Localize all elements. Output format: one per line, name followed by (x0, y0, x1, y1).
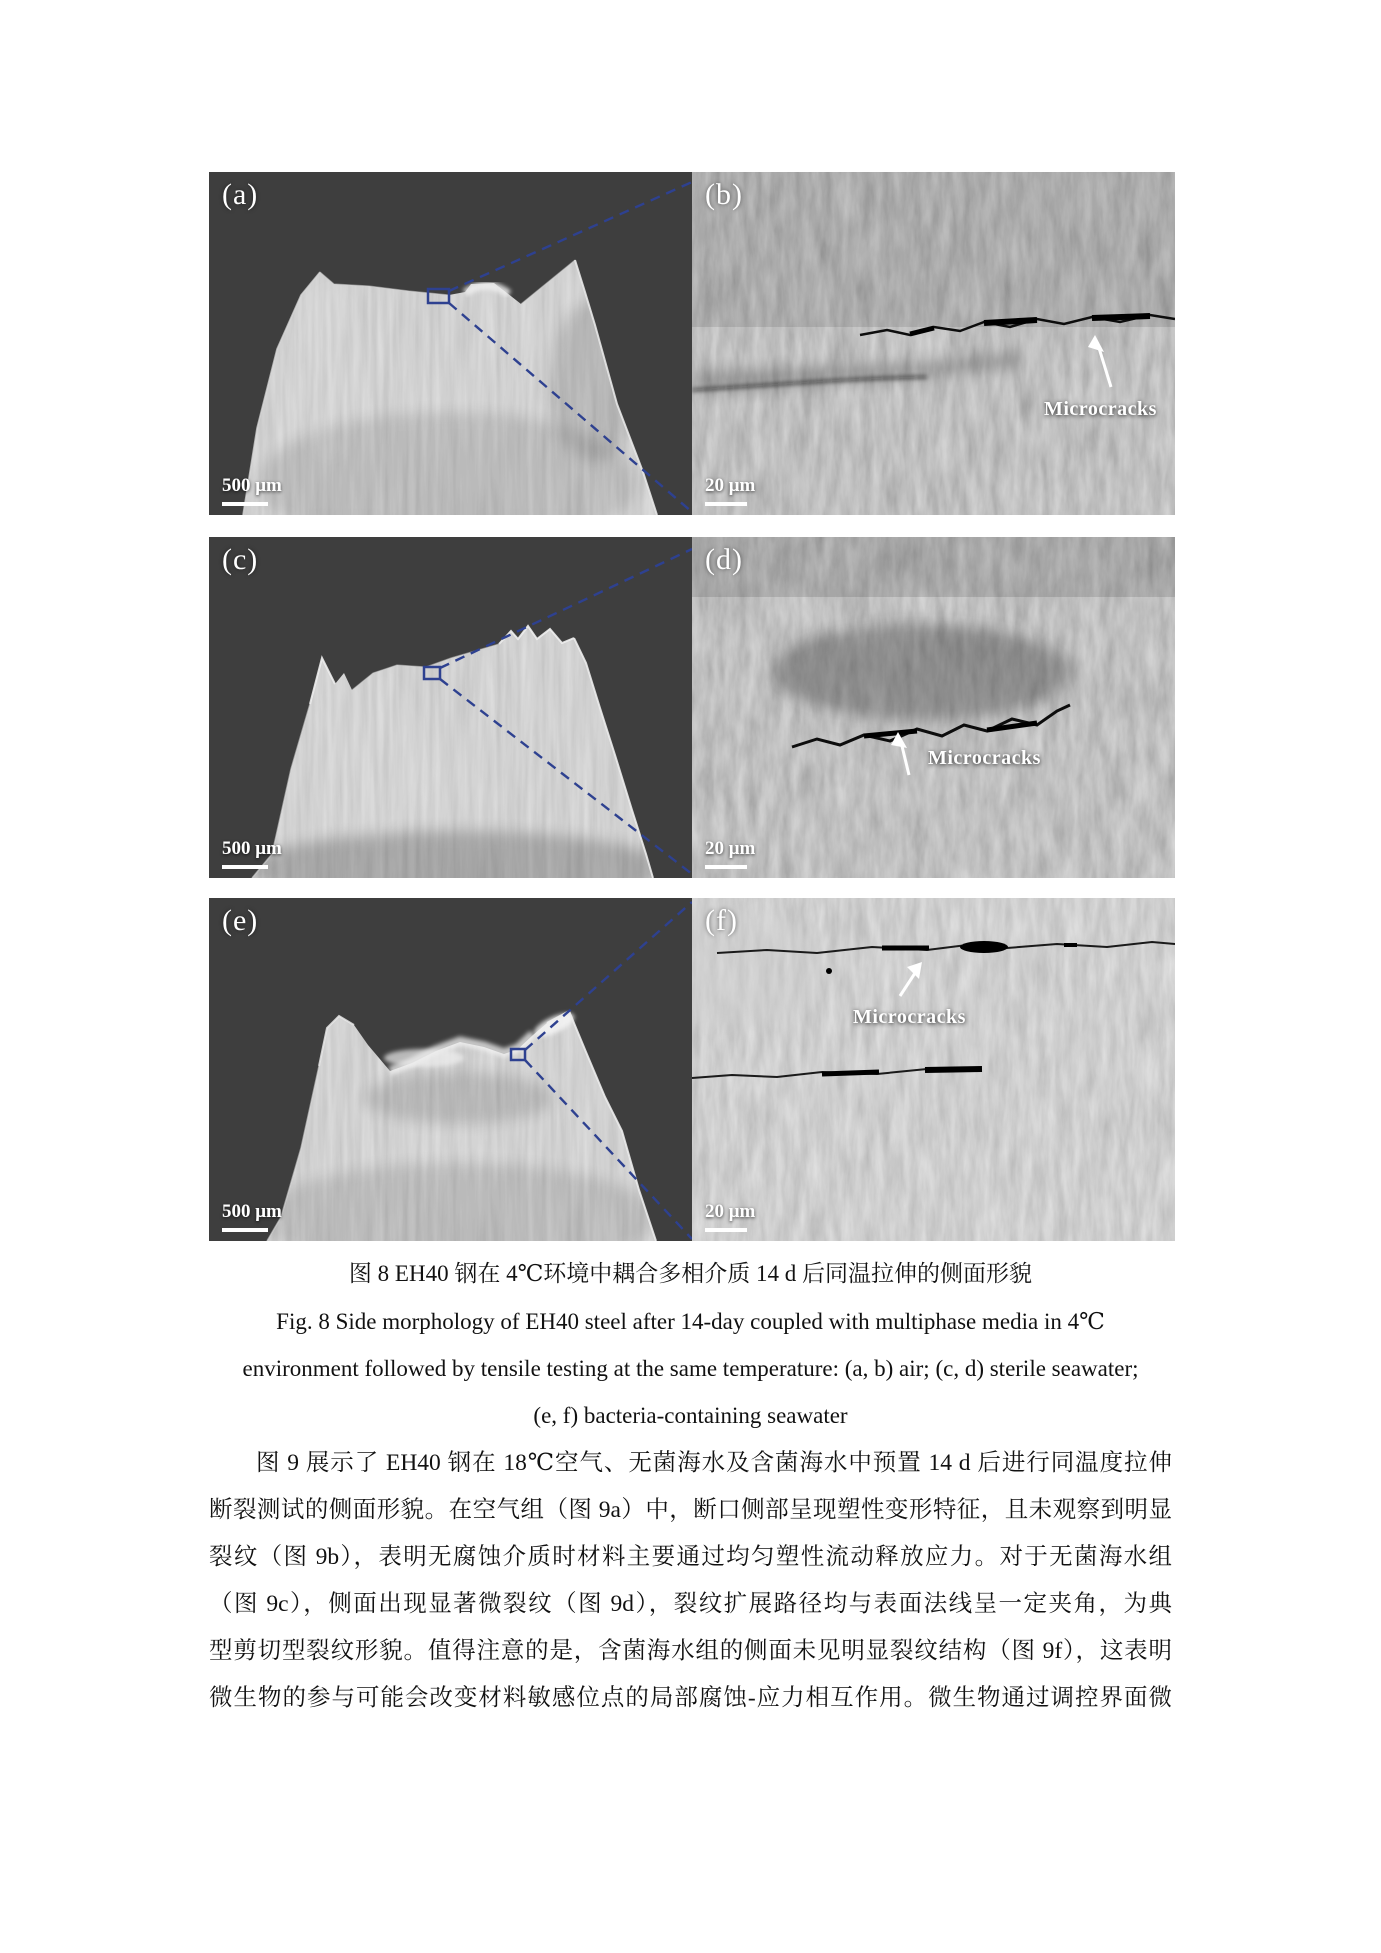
scale-bar-line (222, 1228, 268, 1232)
scale-bar (222, 475, 282, 506)
figure-caption-en-line3: (e, f) bacteria-containing seawater (533, 1403, 848, 1428)
microcrack-gap (826, 968, 832, 974)
scale-bar (705, 475, 755, 506)
scale-bar-line (222, 865, 268, 869)
sem-panel-e (209, 898, 692, 1241)
sem-image-e (209, 898, 692, 1241)
scale-bar-text: 500 μm (222, 1201, 282, 1222)
figure-caption-en-line2: environment followed by tensile testing at the same temperature: (a, b) air; (c, d) sterile seawater; (242, 1356, 1139, 1381)
scale-bar-text: 500 μm (222, 838, 282, 859)
fracture-ledge-highlight (384, 1049, 464, 1067)
scale-bar-line (705, 502, 747, 506)
sem-panel-b (692, 172, 1175, 515)
scale-bar (222, 838, 282, 869)
scale-bar-text: 20 μm (705, 838, 756, 859)
panel-label: (e) (222, 904, 259, 937)
texture-shading (692, 537, 1175, 597)
panel-label: (c) (222, 543, 259, 576)
scale-bar-line (705, 1228, 747, 1232)
panel-label: (a) (222, 178, 259, 211)
microcrack-gap (960, 941, 1008, 953)
scale-bar (705, 838, 755, 869)
scale-bar (222, 1201, 282, 1232)
body-text-line: 裂纹（图 9b），表明无腐蚀介质时材料主要通过均匀塑性流动释放应力。对于无菌海水组 (209, 1544, 1172, 1570)
microcrack-gap (984, 320, 1037, 323)
sem-image-f (692, 898, 1175, 1241)
microcracks-annotation: Microcracks (928, 747, 1041, 769)
figure-caption-zh: 图 8 EH40 钢在 4℃环境中耦合多相介质 14 d 后同温拉伸的侧面形貌 (348, 1261, 1033, 1286)
scale-bar-line (705, 865, 747, 869)
panel-label: (b) (705, 178, 743, 211)
body-text-line: （图 9c），侧面出现显著微裂纹（图 9d），裂纹扩展路径均与表面法线呈一定夹角，为典 (209, 1591, 1172, 1617)
scale-bar-text: 20 μm (705, 475, 756, 496)
sem-image-a (209, 172, 692, 515)
scale-bar-text: 500 μm (222, 475, 282, 496)
panel-label: (d) (705, 543, 743, 576)
body-text-line: 断裂测试的侧面形貌。在空气组（图 9a）中，断口侧部呈现塑性变形特征，且未观察到明显 (209, 1497, 1172, 1523)
body-text-line: 图 9 展示了 EH40 钢在 18℃空气、无菌海水及含菌海水中预置 14 d 后进行同温度拉伸 (256, 1450, 1172, 1476)
scale-bar-text: 20 μm (705, 1201, 756, 1222)
panel-label: (f) (705, 904, 738, 937)
microcrack-gap (1092, 316, 1150, 318)
microcrack-gap (925, 1069, 982, 1070)
texture-shading (692, 172, 1175, 327)
microcracks-annotation: Microcracks (853, 1006, 966, 1028)
body-text-line: 型剪切型裂纹形貌。值得注意的是，含菌海水组的侧面未见明显裂纹结构（图 9f），这表明 (209, 1638, 1172, 1664)
smooth-dark-region (772, 624, 1072, 720)
scale-bar-line (222, 502, 268, 506)
sem-image-b (692, 172, 1175, 515)
sem-panel-d (692, 537, 1175, 878)
body-text-line: 微生物的参与可能会改变材料敏感位点的局部腐蚀-应力相互作用。微生物通过调控界面微 (209, 1685, 1172, 1711)
sem-panel-a (209, 172, 692, 515)
sem-panel-c (209, 537, 692, 878)
sem-image-c (209, 537, 692, 878)
sem-image-d (692, 537, 1175, 878)
figure-caption-en-line1: Fig. 8 Side morphology of EH40 steel after 14-day coupled with multiphase media in 4℃ (276, 1309, 1105, 1334)
scale-bar (705, 1201, 755, 1232)
microcrack-gap (822, 1072, 879, 1074)
microcracks-annotation: Microcracks (1044, 398, 1157, 420)
sem-panel-f (692, 898, 1175, 1241)
